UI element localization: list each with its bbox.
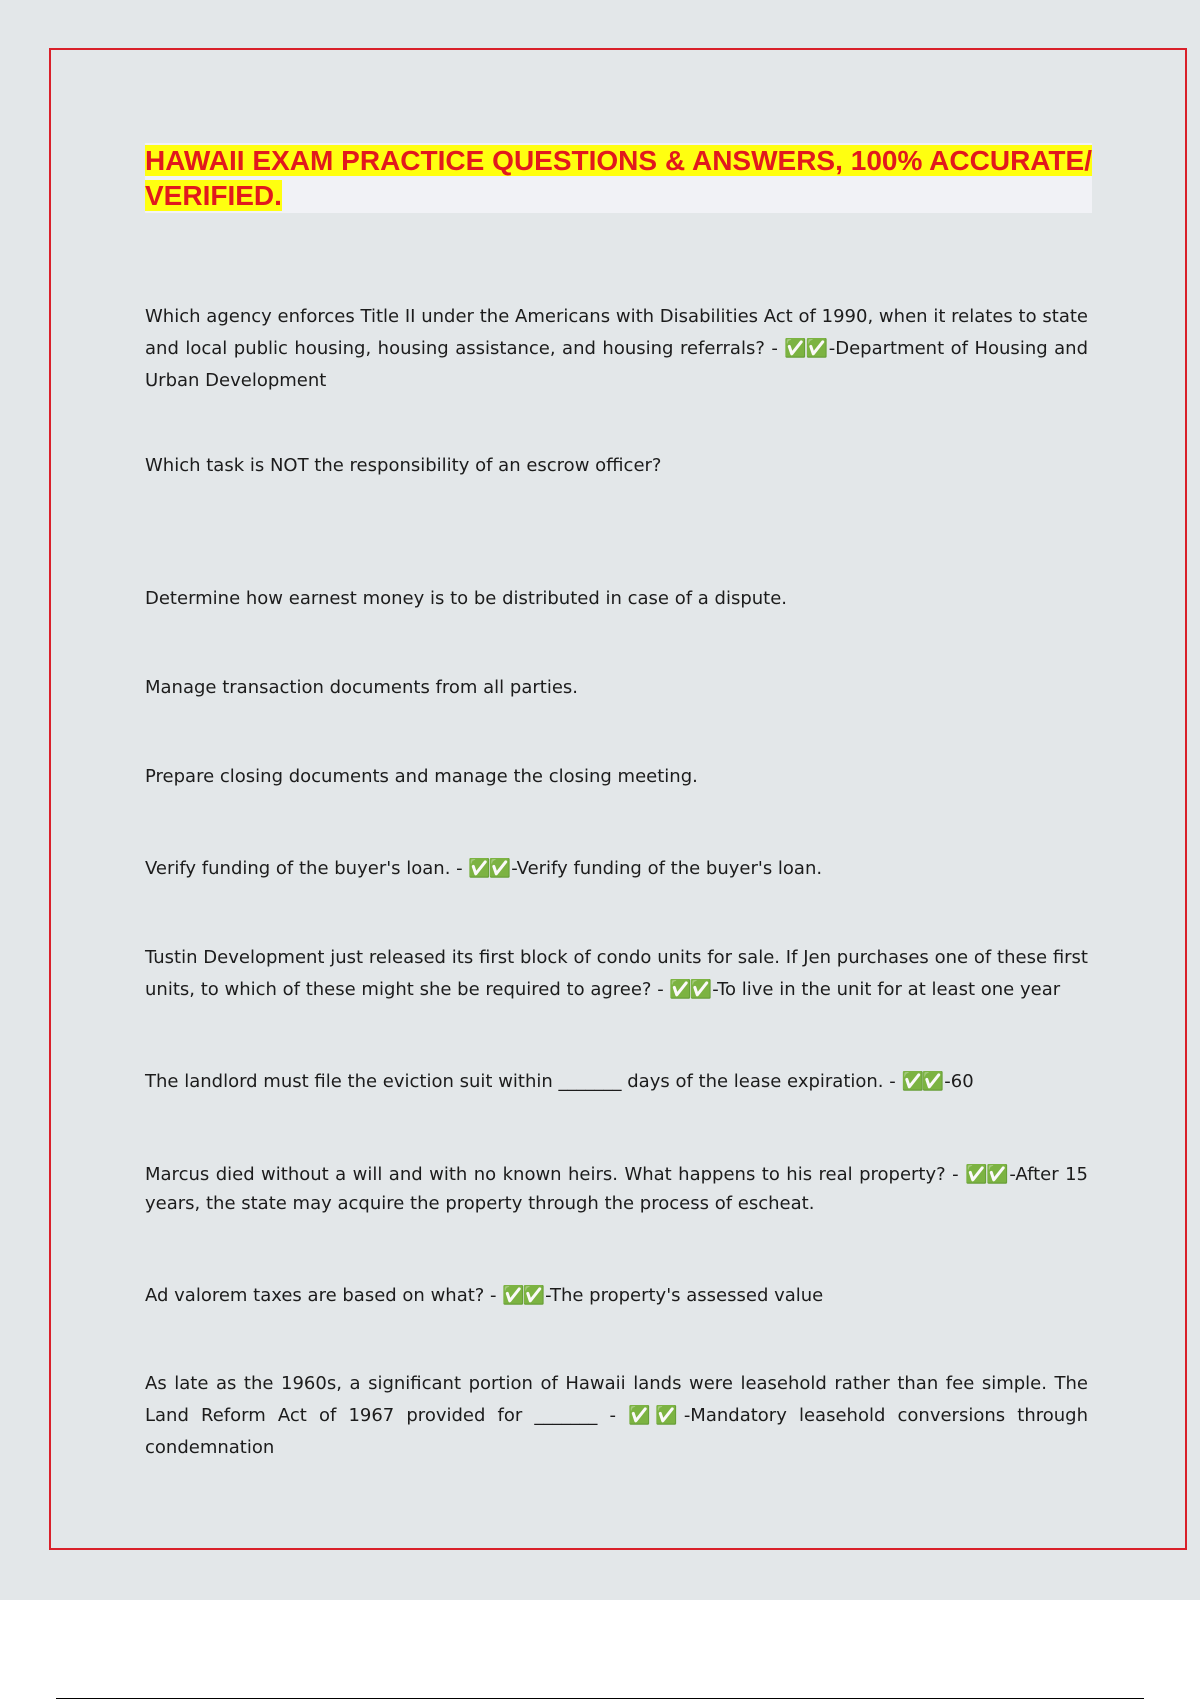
question-text: Which agency enforces Title II under the Americans with Disabilities Act of 1990, when it relates to state and local public housing, housing assistance, and housing referrals? -: [145, 306, 1088, 359]
page-border: [49, 48, 1187, 1550]
option-text: Determine how earnest money is to be distributed in case of a dispute.: [145, 588, 788, 609]
answer-text: -Mandatory leasehold conversions through condemnation: [145, 1405, 1088, 1458]
answer-option-2: [145, 673, 1088, 702]
option-text: Verify funding of the buyer's loan. -: [145, 858, 469, 879]
double-check-icon: ✅✅: [965, 1164, 1008, 1185]
answer-text: -To live in the unit for at least one year: [712, 979, 1061, 1000]
answer-text: -Department of Housing and Urban Development: [145, 338, 1089, 391]
question-text: Marcus died without a will and with no known heirs. What happens to his real property? -: [145, 1164, 966, 1185]
footer-rule: [56, 1698, 1144, 1699]
qa-item-1: [145, 301, 1088, 397]
qa-item-6: [145, 1281, 1088, 1310]
double-check-icon: ✅✅: [901, 1071, 943, 1092]
title-block: [145, 143, 1092, 213]
option-text: Manage transaction documents from all parties.: [145, 677, 578, 698]
answer-text: -After 15 years, the state may acquire the property through the process of escheat.: [145, 1164, 1088, 1214]
question-text: Tustin Development just released its first block of condo units for sale. If Jen purchases one of these first units, to which of these might she be required to agree? -: [145, 947, 1088, 1000]
question-text: Ad valorem taxes are based on what? -: [145, 1285, 503, 1306]
question-text: As late as the 1960s, a significant portion of Hawaii lands were leasehold rather than fee simple. The Land Reform Act of 1967 provided for _______ -: [145, 1373, 1088, 1426]
double-check-icon: ✅✅: [628, 1405, 682, 1426]
question-text: Which task is NOT the responsibility of an escrow officer?: [145, 455, 662, 476]
double-check-icon: ✅✅: [784, 338, 827, 359]
answer-text: -The property's assessed value: [545, 1285, 824, 1306]
qa-item-4: [145, 1067, 1088, 1096]
answer-text: -60: [944, 1071, 974, 1092]
qa-item-7: [145, 1368, 1088, 1464]
answer-option-4: [145, 854, 1088, 883]
answer-text: -Verify funding of the buyer's loan.: [511, 858, 823, 879]
double-check-icon: ✅✅: [502, 1285, 544, 1306]
qa-item-2: [145, 451, 1088, 480]
qa-item-3: [145, 942, 1088, 1006]
document-title: [145, 143, 1092, 213]
double-check-icon: ✅✅: [669, 979, 711, 1000]
title-highlight: HAWAII EXAM PRACTICE QUESTIONS & ANSWERS, 100% ACCURATE/ VERIFIED.: [145, 145, 1092, 211]
qa-item-5: [145, 1160, 1088, 1218]
option-text: Prepare closing documents and manage the closing meeting.: [145, 766, 698, 787]
answer-option-3: [145, 762, 1088, 791]
question-text: The landlord must file the eviction suit within _______ days of the lease expiration. -: [145, 1071, 902, 1092]
double-check-icon: ✅✅: [468, 858, 510, 879]
answer-option-1: [145, 584, 1088, 613]
